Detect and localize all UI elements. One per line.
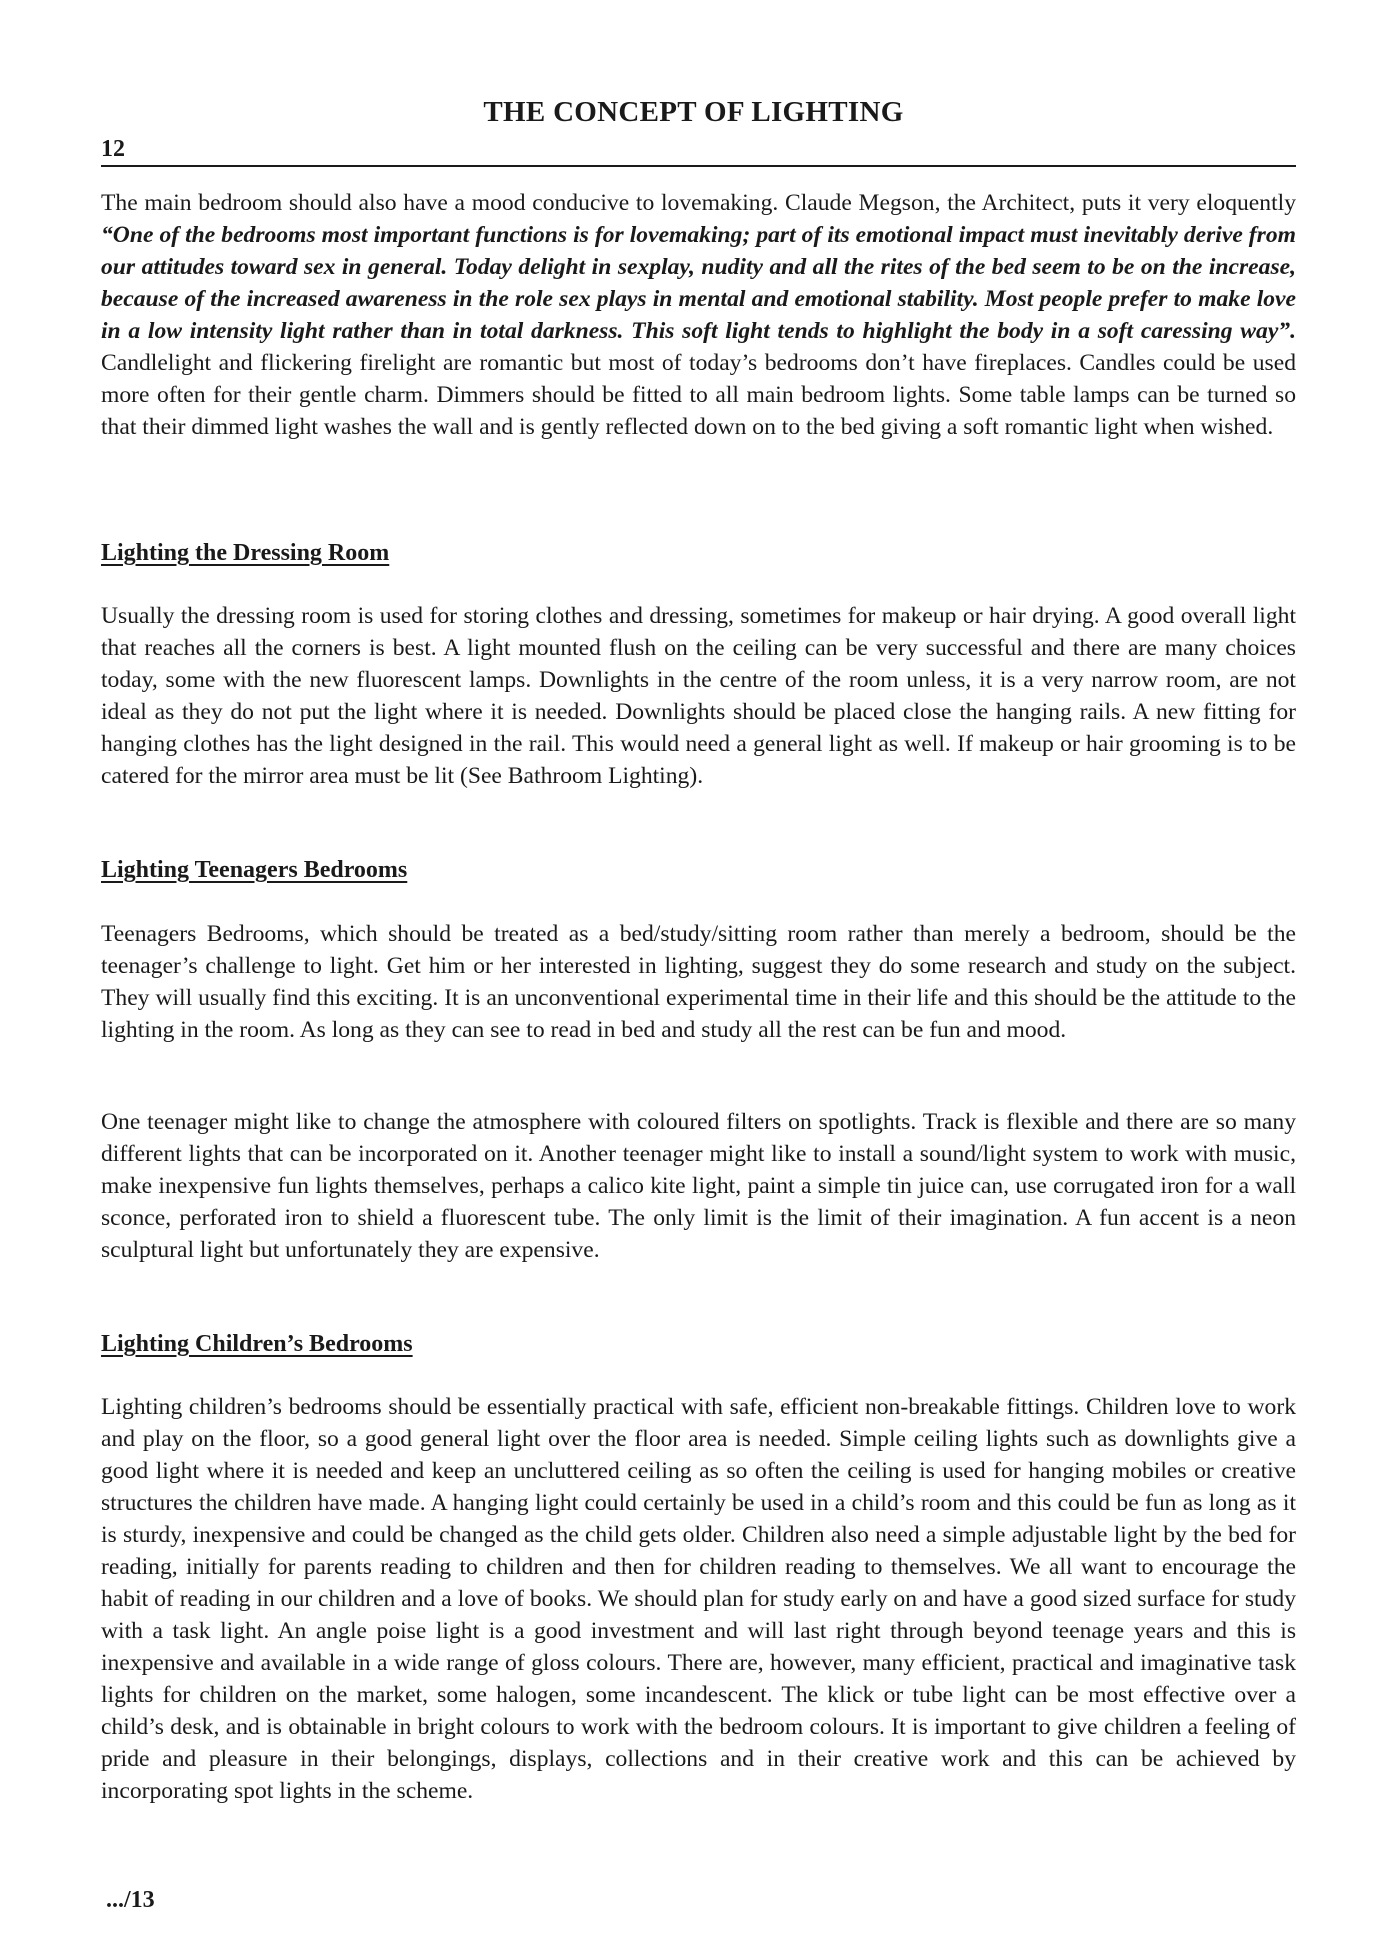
- intro-text-start: The main bedroom should also have a mood conducive to lovemaking. Claude Megson, the Architect, puts it very eloquently: [101, 190, 1296, 216]
- header-rule: [101, 165, 1296, 167]
- page-title: THE CONCEPT OF LIGHTING: [483, 96, 904, 128]
- childrens-bedrooms-heading: Lighting Children’s Bedrooms: [101, 1331, 413, 1357]
- teenagers-bedrooms-heading: Lighting Teenagers Bedrooms: [101, 857, 408, 883]
- dressing-room-heading: Lighting the Dressing Room: [101, 540, 390, 566]
- intro-paragraph: [101, 187, 1296, 443]
- page-number: 12: [101, 136, 125, 162]
- teenagers-paragraph-2: One teenager might like to change the atmosphere with coloured filters on spotlights. Track is flexible and there are so many different lights that can be incorporated on it. Another teenager might like to install a sound/light system to work with music, make inexpensive fun lights themselves, perhaps a calico kite light, paint a simple tin juice can, use corrugated iron for a wall sconce, perforated iron to shield a fluorescent tube. The only limit is the limit of their imagination. A fun accent is a neon sculptural light but unfortunately they are expensive.: [101, 1109, 1296, 1263]
- teenagers-paragraph-1: Teenagers Bedrooms, which should be treated as a bed/study/sitting room rather than merely a bedroom, should be the teenager’s challenge to light. Get him or her interested in lighting, suggest they do some research and study on the subject. They will usually find this exciting. It is an unconventional experimental time in their life and this should be the attitude to the lighting in the room. As long as they can see to read in bed and study all the rest can be fun and mood.: [101, 921, 1296, 1043]
- dressing-room-paragraph: Usually the dressing room is used for storing clothes and dressing, sometimes for makeup or hair drying. A good overall light that reaches all the corners is best. A light mounted flush on the ceiling can be very successful and there are many choices today, some with the new fluorescent lamps. Downlights in the centre of the room unless, it is a very narrow room, are not ideal as they do not put the light where it is needed. Downlights should be placed close the hanging rails. A new fitting for hanging clothes has the light designed in the rail. This would need a general light as well. If makeup or hair grooming is to be catered for the mirror area must be lit (See Bathroom Lighting).: [101, 603, 1296, 789]
- childrens-paragraph: Lighting children’s bedrooms should be essentially practical with safe, efficient non-breakable fittings. Children love to work and play on the floor, so a good general light over the floor area is needed. Simple ceiling lights such as downlights give a good light where it is needed and keep an uncluttered ceiling as so often the ceiling is used for hanging mobiles or creative structures the children have made. A hanging light could certainly be used in a child’s room and this could be fun as long as it is sturdy, inexpensive and could be changed as the child gets older. Children also need a simple adjustable light by the bed for reading, initially for parents reading to children and then for children reading to themselves. We all want to encourage the habit of reading in our children and a love of books. We should plan for study early on and have a good sized surface for study with a task light. An angle poise light is a good investment and will last right through beyond teenage years and this is inexpensive and available in a wide range of gloss colours. There are, however, many efficient, practical and imaginative task lights for children on the market, some halogen, some incandescent. The klick or tube light can be most effective over a child’s desk, and is obtainable in bright colours to work with the bedroom colours. It is important to give children a feeling of pride and pleasure in their belongings, displays, collections and in their creative work and this can be achieved by incorporating spot lights in the scheme.: [101, 1394, 1296, 1804]
- continuation-marker: .../13: [106, 1887, 155, 1913]
- intro-text-end: Candlelight and flickering firelight are romantic but most of today’s bedrooms don’t have fireplaces. Candles could be used more often for their gentle charm. Dimmers should be fitted to all main bedroom lights. Some table lamps can be turned so that their dimmed light washes the wall and is gently reflected down on to the bed giving a soft romantic light when wished.: [101, 350, 1296, 440]
- architect-quote: “One of the bedrooms most important functions is for lovemaking; part of its emotional impact must inevitably derive from our attitudes toward sex in general. Today delight in sexplay, nudity and all the rites of the bed seem to be on the increase, because of the increased awareness in the role sex plays in mental and emotional stability. Most people prefer to make love in a low intensity light rather than in total darkness. This soft light tends to highlight the body in a soft caressing way”.: [101, 222, 1296, 344]
